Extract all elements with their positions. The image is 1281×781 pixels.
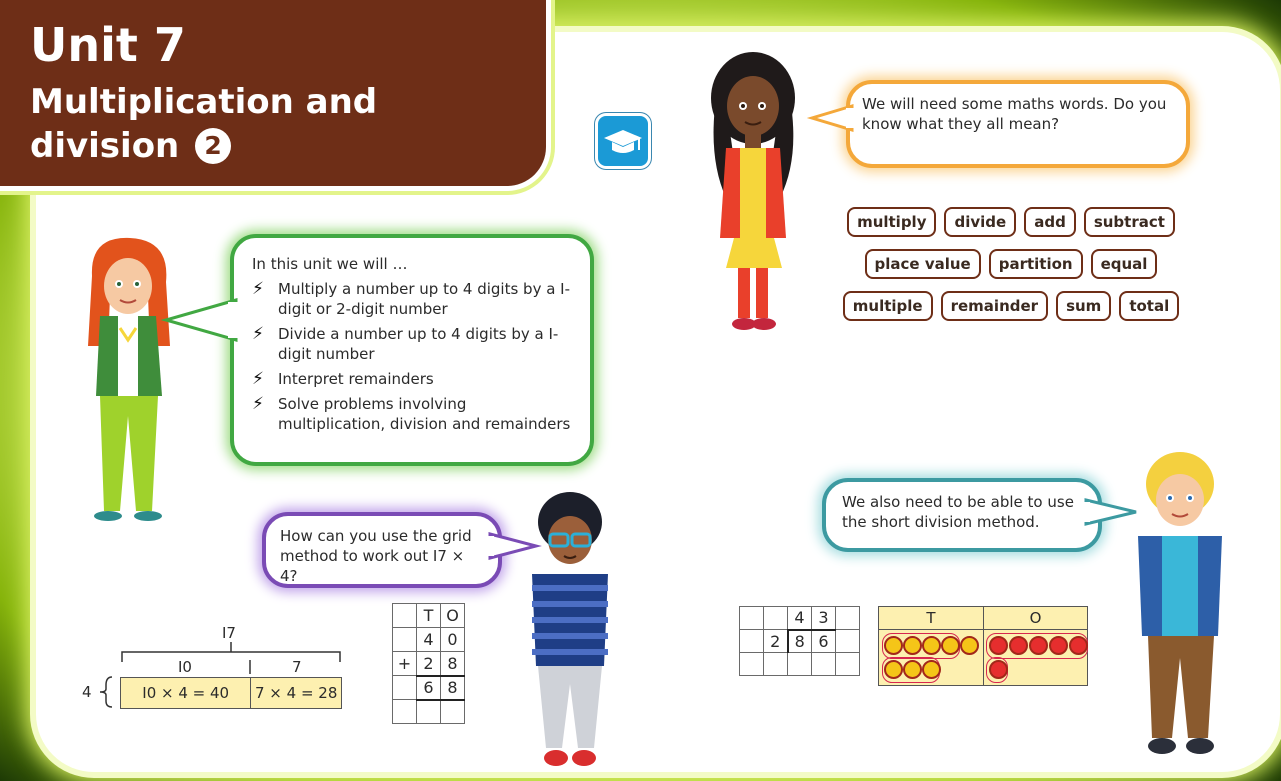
word-chip: sum bbox=[1056, 291, 1111, 321]
lightning-bolt-icon: ⚡ bbox=[252, 279, 264, 299]
table-row bbox=[740, 630, 860, 653]
area-part-divider bbox=[249, 660, 253, 674]
table-row bbox=[393, 604, 465, 628]
dividend-digit: 6 bbox=[812, 630, 836, 653]
speech-bubble-grid-question bbox=[262, 512, 502, 588]
girl-character-left bbox=[70, 236, 180, 526]
plus-sign: + bbox=[393, 652, 417, 676]
ones-counter bbox=[1029, 636, 1048, 655]
area-part-label: I0 bbox=[178, 658, 192, 676]
short-division-table bbox=[739, 606, 860, 676]
graduation-cap-icon bbox=[598, 116, 648, 166]
ones-counter bbox=[1049, 636, 1068, 655]
maths-words-text: We will need some maths words. Do you know what they all mean? bbox=[862, 95, 1167, 133]
tens-counter bbox=[903, 636, 922, 655]
unit-title: Multiplication and division 2 bbox=[30, 82, 378, 166]
area-product-cell: I0 × 4 = 40 bbox=[121, 678, 251, 708]
word-chip: equal bbox=[1091, 249, 1158, 279]
goal-item: ⚡ Solve problems involving multiplication, division and remainders bbox=[252, 394, 571, 433]
unit-banner bbox=[0, 0, 551, 191]
area-side-brace bbox=[98, 675, 118, 709]
place-value-chart bbox=[878, 606, 1088, 686]
area-part-label: 7 bbox=[292, 658, 302, 676]
table-row bbox=[393, 700, 465, 724]
table-row bbox=[740, 653, 860, 676]
place-value-header-ones: O bbox=[984, 607, 1087, 630]
quotient-digit: 4 bbox=[788, 607, 812, 630]
column-header: T bbox=[417, 604, 441, 628]
word-chip: partition bbox=[989, 249, 1083, 279]
word-chip: divide bbox=[944, 207, 1016, 237]
word-chip: multiple bbox=[843, 291, 933, 321]
speech-bubble-maths-words bbox=[846, 80, 1190, 168]
word-chip: add bbox=[1024, 207, 1076, 237]
area-total-label: I7 bbox=[222, 624, 236, 642]
tens-counter bbox=[903, 660, 922, 679]
speech-bubble-short-division bbox=[822, 478, 1102, 552]
lightning-bolt-icon: ⚡ bbox=[252, 369, 264, 389]
ones-counter bbox=[1009, 636, 1028, 655]
boy-character-right bbox=[1122, 448, 1232, 768]
table-row: 4 0 bbox=[393, 628, 465, 652]
tens-counter bbox=[922, 636, 941, 655]
tens-counter bbox=[884, 636, 903, 655]
vocabulary-list bbox=[846, 207, 1176, 333]
bubble-tail-orange bbox=[812, 104, 852, 134]
table-row: 6 8 bbox=[393, 676, 465, 700]
divisor-digit: 2 bbox=[764, 630, 788, 653]
dividend-digit: 8 bbox=[788, 630, 812, 653]
area-side-label: 4 bbox=[82, 683, 92, 701]
word-chip: total bbox=[1119, 291, 1179, 321]
word-chip: multiply bbox=[847, 207, 936, 237]
unit-label: Unit 7 bbox=[30, 18, 186, 72]
tens-counter bbox=[960, 636, 979, 655]
tens-counter bbox=[922, 660, 941, 679]
ones-counter bbox=[989, 660, 1008, 679]
boy-character-middle bbox=[520, 488, 620, 778]
ones-counter bbox=[989, 636, 1008, 655]
goal-item: ⚡ Interpret remainders bbox=[252, 369, 434, 389]
word-chip: place value bbox=[865, 249, 981, 279]
place-value-divider bbox=[983, 629, 984, 685]
word-chip: remainder bbox=[941, 291, 1048, 321]
short-division-text: We also need to be able to use the short division method. bbox=[842, 493, 1074, 531]
lightning-bolt-icon: ⚡ bbox=[252, 394, 264, 414]
ones-counter bbox=[1069, 636, 1088, 655]
vocabulary-row bbox=[846, 249, 1176, 279]
graduation-cap-button[interactable] bbox=[598, 116, 648, 166]
place-value-header-tens: T bbox=[879, 607, 984, 630]
area-product-cell: 7 × 4 = 28 bbox=[255, 684, 338, 702]
speech-bubble-unit-goals bbox=[230, 234, 594, 466]
table-row: + 2 8 bbox=[393, 652, 465, 676]
word-chip: subtract bbox=[1084, 207, 1175, 237]
goal-item: ⚡ Divide a number up to 4 digits by a I-digit number bbox=[252, 324, 559, 363]
area-model-rectangle bbox=[120, 677, 342, 709]
vocabulary-row bbox=[846, 291, 1176, 321]
unit-part-number: 2 bbox=[195, 128, 231, 164]
column-addition-table bbox=[392, 603, 465, 724]
quotient-digit: 3 bbox=[812, 607, 836, 630]
intro-text: In this unit we will … bbox=[252, 255, 408, 273]
girl-character-top bbox=[698, 48, 808, 338]
vocabulary-row bbox=[846, 207, 1176, 237]
tens-counter bbox=[884, 660, 903, 679]
grid-question-text: How can you use the grid method to work out I7 × 4? bbox=[280, 527, 472, 585]
goals-list bbox=[252, 279, 572, 434]
column-header: O bbox=[441, 604, 465, 628]
table-row bbox=[740, 607, 860, 630]
goal-item: ⚡ Multiply a number up to 4 digits by a I-digit or 2-digit number bbox=[252, 279, 571, 318]
tens-counter bbox=[941, 636, 960, 655]
area-model-bracket bbox=[118, 642, 348, 672]
lightning-bolt-icon: ⚡ bbox=[252, 324, 264, 344]
bubble-tail-green bbox=[166, 296, 236, 346]
